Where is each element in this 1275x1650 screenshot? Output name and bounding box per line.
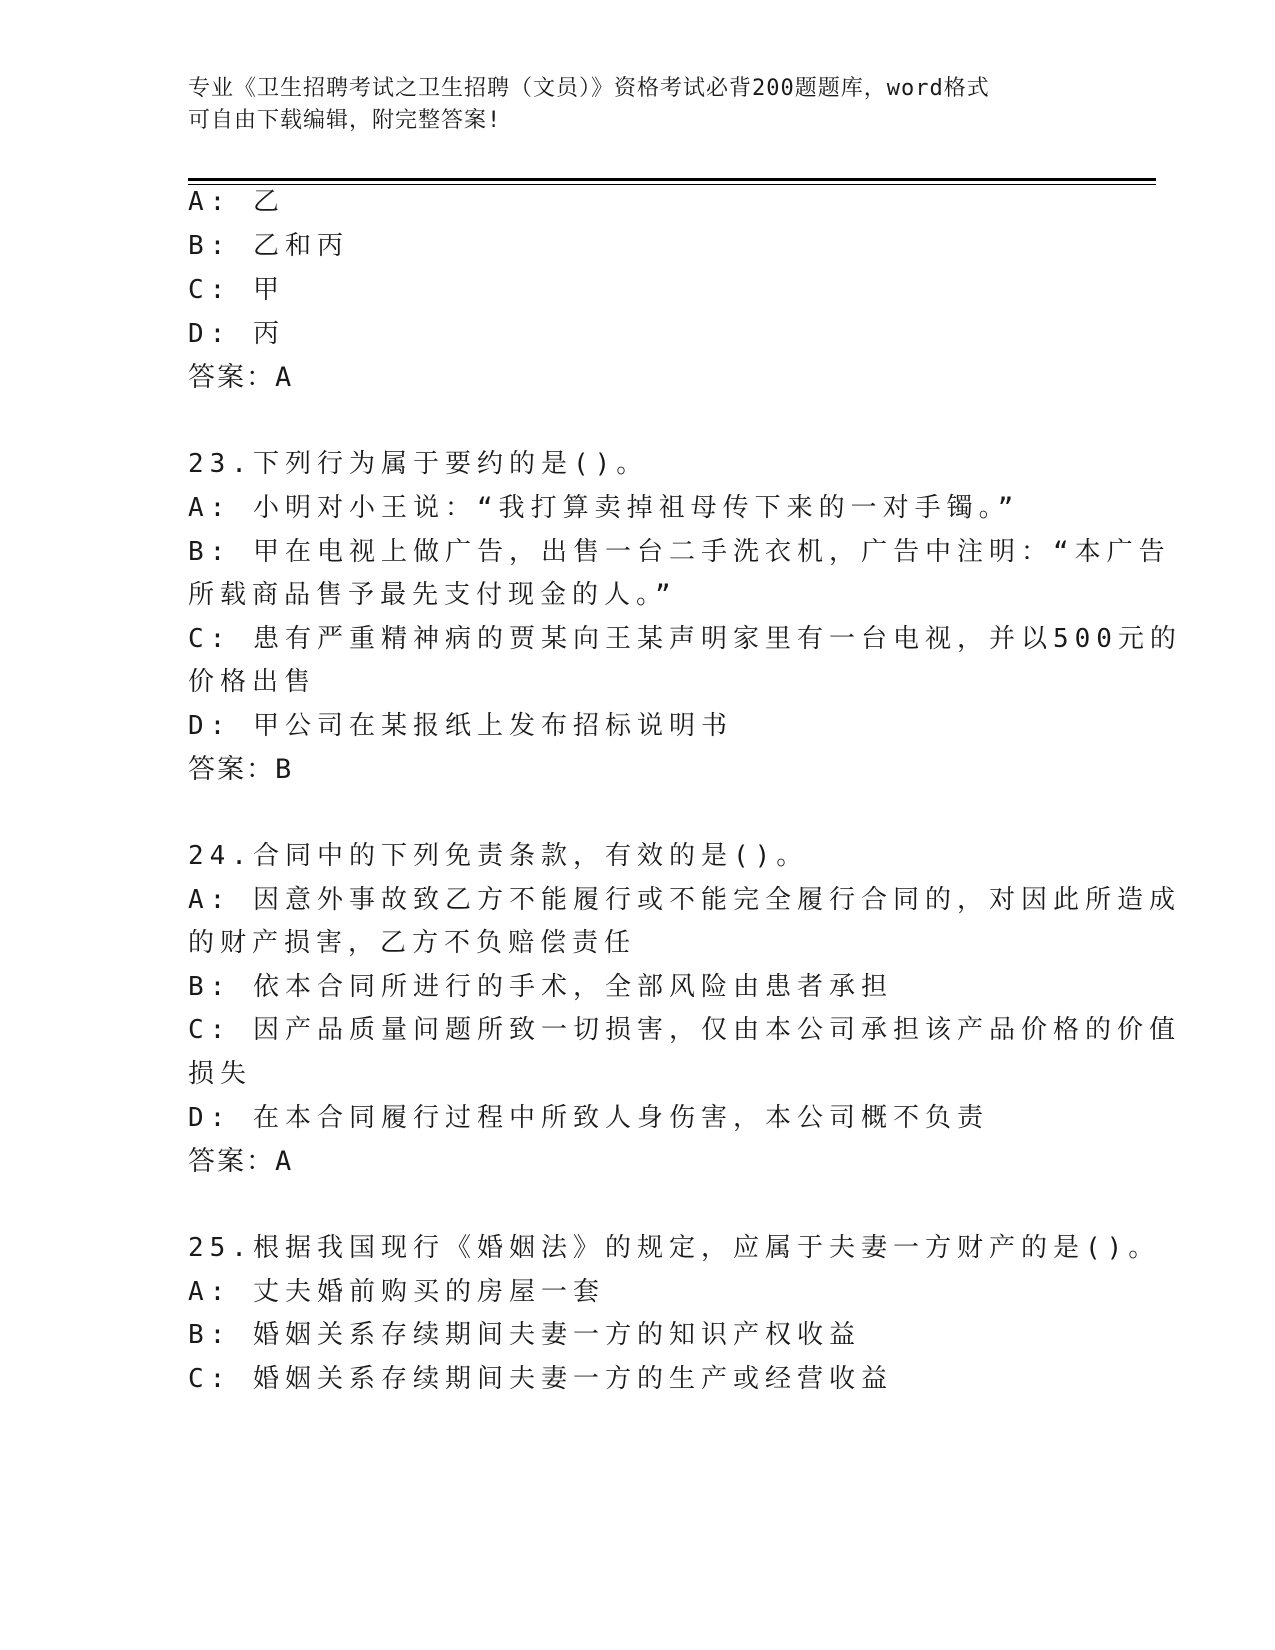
answer-value: A	[275, 362, 292, 393]
q23-option-b-cont: 所载商品售予最先支付现金的人。”	[188, 580, 677, 610]
q25-option-b: B: 婚姻关系存续期间夫妻一方的知识产权收益	[188, 1320, 861, 1350]
q25-question: 25.根据我国现行《婚姻法》的规定，应属于夫妻一方财产的是()。	[188, 1233, 1161, 1263]
q24-option-c-cont: 损失	[188, 1059, 253, 1089]
answer-value: B	[275, 754, 292, 785]
answer-label: 答案：	[188, 1146, 275, 1177]
q22-option-d: D: 丙	[188, 319, 285, 349]
answer-label: 答案：	[188, 362, 275, 393]
q22-option-c: C: 甲	[188, 275, 285, 305]
header-line-2: 可自由下载编辑，附完整答案!	[188, 108, 502, 133]
q24-option-c: C: 因产品质量问题所致一切损害，仅由本公司承担该产品价格的价值	[188, 1015, 1181, 1045]
q23-option-b: B: 甲在电视上做广告，出售一台二手洗衣机，广告中注明：“本广告	[188, 537, 1171, 567]
q24-option-b: B: 依本合同所进行的手术，全部风险由患者承担	[188, 972, 893, 1002]
q24-question: 24.合同中的下列免责条款，有效的是()。	[188, 841, 809, 871]
q23-option-c-cont: 价格出售	[188, 667, 317, 697]
q24-answer	[188, 1145, 291, 1179]
q25-option-a: A: 丈夫婚前购买的房屋一套	[188, 1277, 605, 1307]
q22-answer	[188, 361, 291, 395]
q25-option-c: C: 婚姻关系存续期间夫妻一方的生产或经营收益	[188, 1364, 893, 1394]
q23-option-c: C: 患有严重精神病的贾某向王某声明家里有一台电视，并以500元的	[188, 624, 1182, 654]
q22-option-a: A: 乙	[188, 187, 285, 217]
q24-option-a-cont: 的财产损害，乙方不负赔偿责任	[188, 928, 637, 958]
q22-option-b: B: 乙和丙	[188, 231, 349, 261]
header-line-1: 专业《卫生招聘考试之卫生招聘（文员）》资格考试必背200题题库，word格式	[188, 76, 990, 101]
q23-question: 23.下列行为属于要约的是()。	[188, 449, 649, 479]
q23-answer	[188, 753, 291, 787]
header-rule-thick	[188, 178, 1156, 181]
q24-option-d: D: 在本合同履行过程中所致人身伤害，本公司概不负责	[188, 1103, 989, 1133]
answer-label: 答案：	[188, 754, 275, 785]
answer-value: A	[275, 1146, 292, 1177]
document-header	[188, 73, 1068, 137]
q24-option-a: A: 因意外事故致乙方不能履行或不能完全履行合同的，对因此所造成	[188, 885, 1181, 915]
q23-option-a: A: 小明对小王说：“我打算卖掉祖母传下来的一对手镯。”	[188, 493, 1020, 523]
header-rule-thin	[188, 184, 1156, 185]
q23-option-d: D: 甲公司在某报纸上发布招标说明书	[188, 711, 733, 741]
